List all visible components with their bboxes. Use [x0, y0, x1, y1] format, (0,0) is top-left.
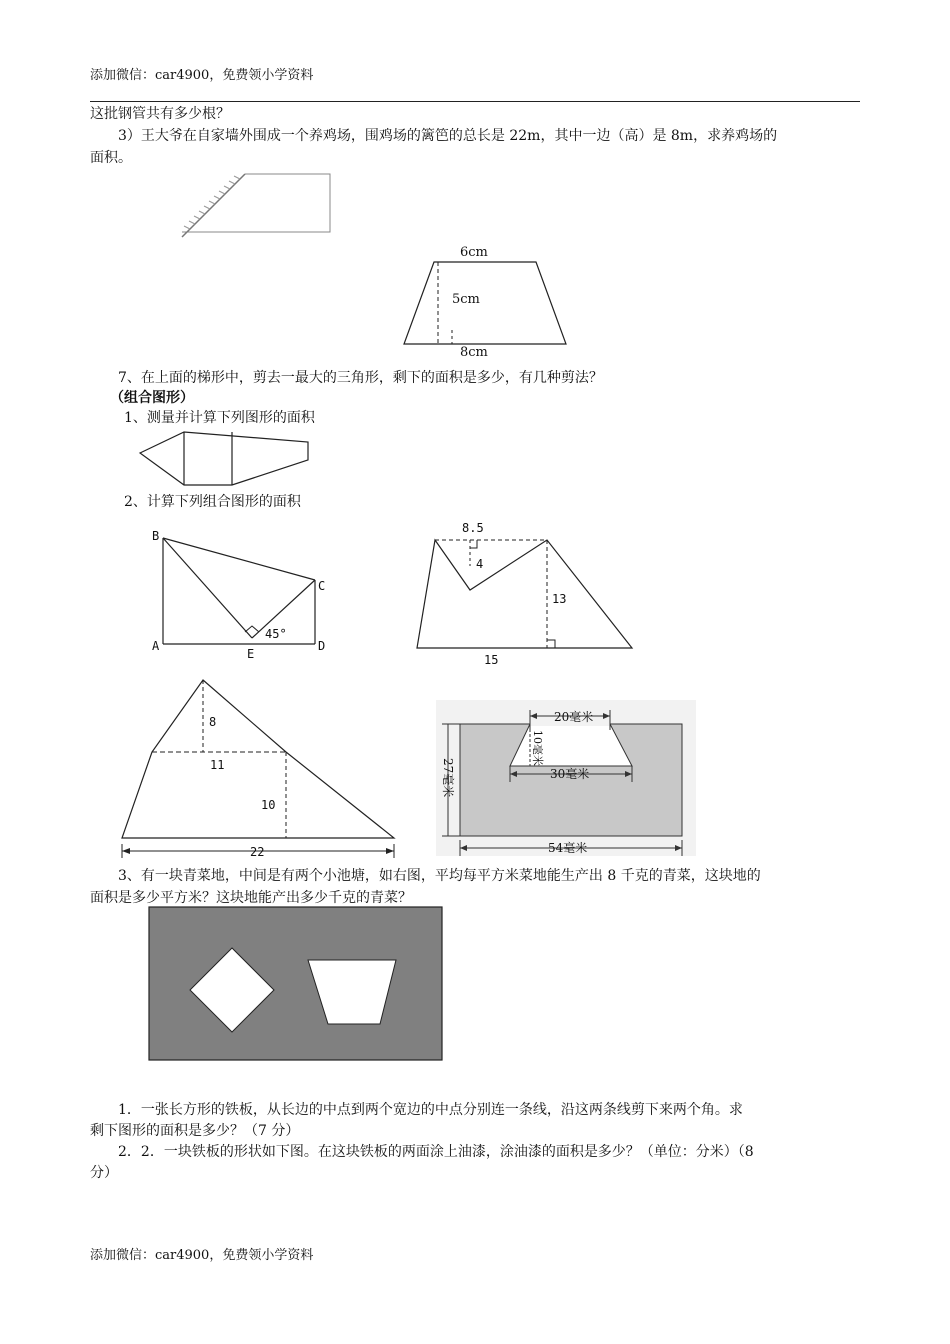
label-a: A [152, 639, 160, 653]
pond-side-label: 27毫米 [441, 758, 455, 798]
problem-1a: 1．一张长方形的铁板，从长边的中点到两个宽边的中点分别连一条线，沿这两条线剪下来两个角。求 [118, 1102, 743, 1118]
problem-1b: 剩下图形的面积是多少？（7 分） [90, 1123, 300, 1139]
label-angle: 45° [265, 627, 287, 641]
m-shape-figure [410, 518, 640, 670]
problem-2b: 分） [90, 1165, 118, 1181]
combo-question-3a: 3、有一块青菜地，中间是有两个小池塘，如右图，平均每平方米菜地能生产出 8 千克的青菜，这块地的 [118, 868, 761, 884]
page-footer: 添加微信：car4900，免费领小学资料 [90, 1248, 314, 1263]
header-divider [90, 101, 860, 102]
triangle-trapezoid-figure [116, 676, 406, 861]
label-c: C [318, 579, 326, 593]
label-e: E [247, 647, 255, 661]
chicken-yard-figure [170, 165, 340, 245]
label-11: 11 [210, 758, 225, 772]
trapezoid-bottom-label: 8cm [460, 345, 488, 360]
trapezoid-figure [400, 240, 575, 360]
combined-shape-figure [136, 428, 316, 493]
pond-top-label: 20毫米 [554, 710, 594, 724]
vegetable-field-figure [148, 906, 444, 1062]
label-top: 8.5 [462, 521, 484, 535]
section-heading: （组合图形） [110, 390, 194, 406]
problem-2a: 2．2．一块铁板的形状如下图。在这块铁板的两面涂上油漆，涂油漆的面积是多少？（单位：分米）（8 [118, 1144, 754, 1160]
label-d: D [318, 639, 326, 653]
pond-figure [436, 700, 696, 860]
pond-height-label: 10毫米 [531, 730, 544, 766]
combo-question-1: 1、测量并计算下列图形的面积 [124, 410, 315, 426]
trapezoid-top-label: 6cm [460, 245, 488, 260]
label-b: B [152, 529, 160, 543]
label-22: 22 [250, 845, 265, 859]
text-line-3: 面积。 [90, 150, 132, 166]
trapezoid-height-label: 5cm [452, 292, 480, 307]
abcde-figure [150, 528, 330, 661]
label-8: 8 [209, 715, 217, 729]
question-7: 7、在上面的梯形中，剪去一最大的三角形，剩下的面积是多少，有几种剪法？ [118, 370, 603, 386]
label-height: 13 [552, 592, 567, 606]
pond-bottom-label: 30毫米 [550, 767, 590, 781]
combo-question-3b: 面积是多少平方米？这块地能产出多少千克的青菜？ [90, 890, 412, 906]
pond-base-label: 54毫米 [548, 841, 588, 855]
label-depth: 4 [476, 557, 484, 571]
label-base: 15 [484, 653, 499, 667]
label-10: 10 [261, 798, 276, 812]
text-line-2: 3）王大爷在自家墙外围成一个养鸡场，围鸡场的篱笆的总长是 22m，其中一边（高）是 8m，求养鸡场的 [118, 128, 778, 144]
combo-question-2: 2、计算下列组合图形的面积 [124, 494, 301, 510]
page-header: 添加微信：car4900，免费领小学资料 [90, 68, 314, 83]
text-line-1: 这批钢管共有多少根？ [90, 106, 230, 122]
